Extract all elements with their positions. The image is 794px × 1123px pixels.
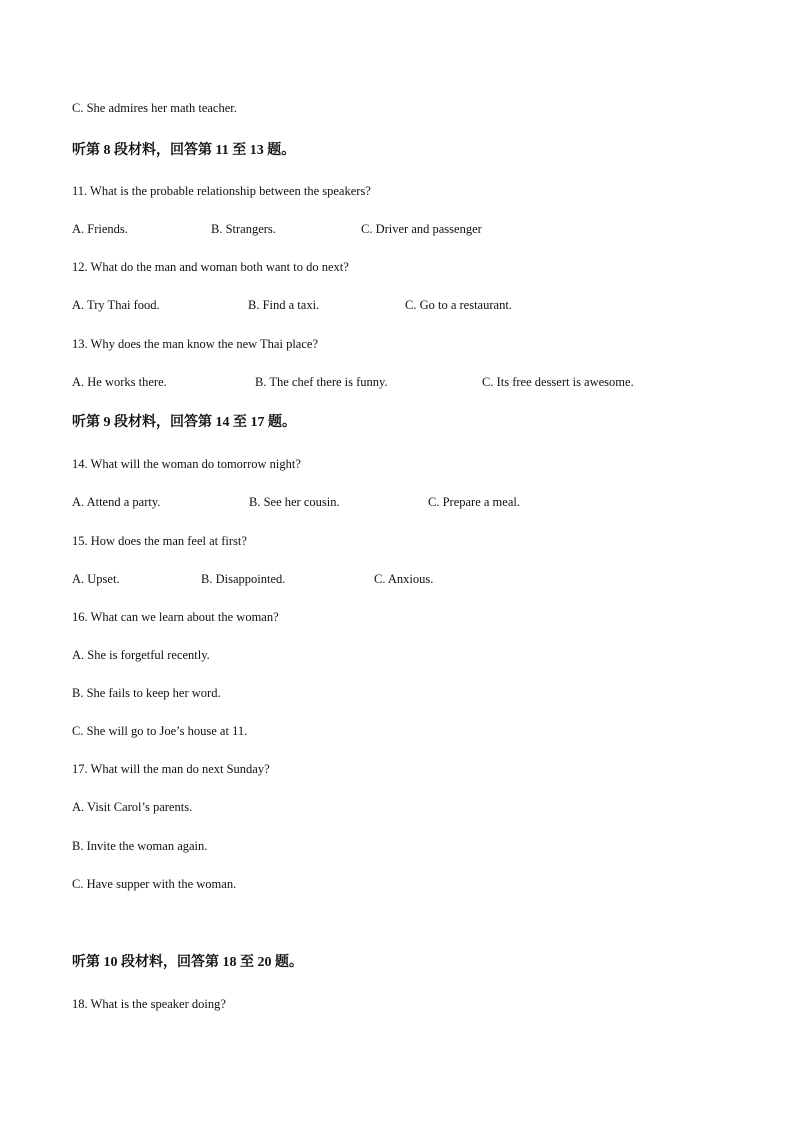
option-b: B. Disappointed.: [201, 572, 286, 586]
question-17-option-b: B. Invite the woman again.: [72, 839, 208, 853]
option-b: B. Strangers.: [211, 222, 276, 236]
question-12: 12. What do the man and woman both want to do next?: [72, 260, 349, 274]
option-a: A. He works there.: [72, 375, 167, 389]
question-16: 16. What can we learn about the woman?: [72, 610, 279, 624]
question-11: 11. What is the probable relationship between the speakers?: [72, 184, 371, 198]
question-17: 17. What will the man do next Sunday?: [72, 762, 270, 776]
option-b: B. The chef there is funny.: [255, 375, 388, 389]
question-17-option-c: C. Have supper with the woman.: [72, 877, 237, 891]
section-8-heading: 听第 8 段材料，回答第 11 至 13 题。: [72, 143, 296, 158]
option-a: A. Try Thai food.: [72, 298, 160, 312]
option-c: C. Go to a restaurant.: [405, 298, 512, 312]
question-15: 15. How does the man feel at first?: [72, 534, 247, 548]
option-b: B. See her cousin.: [249, 495, 340, 509]
section-10-heading: 听第 10 段材料，回答第 18 至 20 题。: [72, 955, 303, 970]
question-13: 13. Why does the man know the new Thai place?: [72, 337, 318, 351]
option-a: A. Attend a party.: [72, 495, 161, 509]
option-c: C. Prepare a meal.: [428, 495, 520, 509]
question-16-option-a: A. She is forgetful recently.: [72, 648, 210, 662]
question-16-option-c: C. She will go to Joe’s house at 11.: [72, 724, 248, 738]
section-9-heading: 听第 9 段材料，回答第 14 至 17 题。: [72, 415, 296, 430]
option-a: A. Friends.: [72, 222, 128, 236]
question-17-option-a: A. Visit Carol’s parents.: [72, 800, 193, 814]
question-18: 18. What is the speaker doing?: [72, 997, 226, 1011]
option-c: C. Anxious.: [374, 572, 434, 586]
option-c: C. Driver and passenger: [361, 222, 482, 236]
option-a: A. Upset.: [72, 572, 120, 586]
prev-question-option-c: C. She admires her math teacher.: [72, 101, 237, 115]
option-c: C. Its free dessert is awesome.: [482, 375, 634, 389]
option-b: B. Find a taxi.: [248, 298, 320, 312]
question-14: 14. What will the woman do tomorrow night?: [72, 457, 301, 471]
question-16-option-b: B. She fails to keep her word.: [72, 686, 221, 700]
